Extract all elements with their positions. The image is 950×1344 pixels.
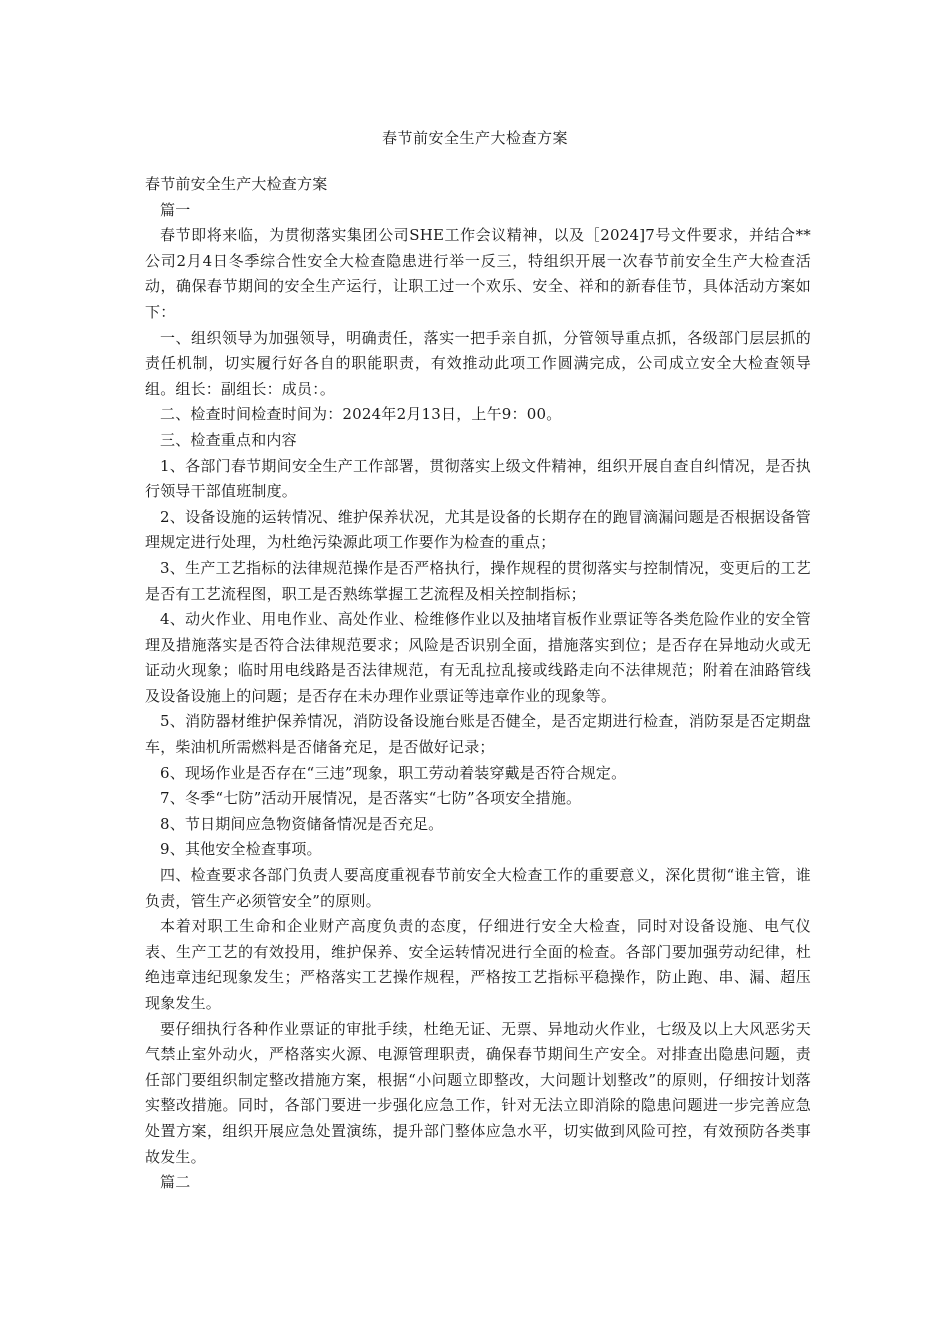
list-item: 4、动火作业、用电作业、高处作业、检维修作业以及抽堵盲板作业票证等各类危险作业的安全管理及措施落实是否符合法律规范要求；风险是否识别全面，措施落实到位；是否存在异地动火或无证动火现象；临时用电线路是否法律规范，有无乱拉乱接或线路走向不法律规范；附着在油路管线及设备设施上的问题；是否存在未办理作业票证等违章作业的现象等。: [145, 610, 811, 705]
list-item: 3、生产工艺指标的法律规范操作是否严格执行，操作规程的贯彻落实与控制情况，变更后的工艺是否有工艺流程图，职工是否熟练掌握工艺流程及相关控制指标；: [145, 558, 811, 603]
paragraph: 二、检查时间检查时间为：2024年2月13日，上午9：00。: [160, 405, 562, 424]
list-item: 6、现场作业是否存在“三违”现象，职工劳动着装穿戴是否符合规定。: [160, 763, 627, 782]
paragraph: 要仔细执行各种作业票证的审批手续，杜绝无证、无票、异地动火作业，七级及以上大风恶劣天气禁止室外动火，严格落实火源、电源管理职责，确保春节期间生产安全。对排查出隐患问题，责任部门要组织制定整改措施方案，根据“小问题立即整改，大问题计划整改”的原则，仔细按计划落实整改措施。同时，各部门要进一步强化应急工作，针对无法立即消除的隐患问题进一步完善应急处置方案，组织开展应急处置演练，提升部门整体应急水平，切实做到风险可控，有效预防各类事故发生。: [145, 1019, 811, 1166]
document-subtitle: 春节前安全生产大检查方案: [145, 175, 328, 193]
list-item: 7、冬季“七防”活动开展情况，是否落实“七防”各项安全措施。: [160, 789, 582, 808]
list-item: 9、其他安全检查事项。: [160, 840, 322, 859]
list-item: 2、设备设施的运转情况、维护保养状况，尤其是设备的长期存在的跑冒滴漏问题是否根据设备管理规定进行处理，为杜绝污染源此项工作要作为检查的重点；: [145, 507, 811, 552]
paragraph: 四、检查要求各部门负责人要高度重视春节前安全大检查工作的重要意义，深化贯彻“谁主管，谁负责，管生产必须管安全”的原则。: [145, 866, 811, 910]
list-item: 8、节日期间应急物资储备情况是否充足。: [160, 814, 444, 833]
list-item: 5、消防器材维护保养情况，消防设备设施台账是否健全，是否定期进行检查，消防泵是否定期盘车，柴油机所需燃料是否储备充足，是否做好记录；: [145, 712, 811, 757]
document-body: [145, 172, 811, 1196]
list-item: 1、各部门春节期间安全生产工作部署，贯彻落实上级文件精神，组织开展自查自纠情况，是否执行领导干部值班制度。: [145, 456, 811, 501]
section-heading: 篇一: [160, 200, 191, 219]
document-title: 春节前安全生产大检查方案: [381, 129, 568, 147]
section-heading: 篇二: [160, 1173, 191, 1192]
paragraph: 三、检查重点和内容: [160, 430, 297, 449]
paragraph: 春节即将来临，为贯彻落实集团公司SHE工作会议精神，以及［2024]7号文件要求，并结合**公司2月4日冬季综合性安全大检查隐患进行举一反三，特组织开展一次春节前安全生产大检查活动，确保春节期间的安全生产运行，让职工过一个欢乐、安全、祥和的新春佳节，具体活动方案如下：: [145, 226, 811, 321]
paragraph: 本着对职工生命和企业财产高度负责的态度，仔细进行安全大检查，同时对设备设施、电气仪表、生产工艺的有效投用，维护保养、安全运转情况进行全面的检查。各部门要加强劳动纪律，杜绝违章违纪现象发生；严格落实工艺操作规程，严格按工艺指标平稳操作，防止跑、串、漏、超压现象发生。: [145, 917, 811, 1012]
paragraph: 一、组织领导为加强领导，明确责任，落实一把手亲自抓，分管领导重点抓，各级部门层层抓的责任机制，切实履行好各自的职能职责，有效推动此项工作圆满完成，公司成立安全大检查领导组。组长：副组长：成员：。: [145, 328, 811, 398]
